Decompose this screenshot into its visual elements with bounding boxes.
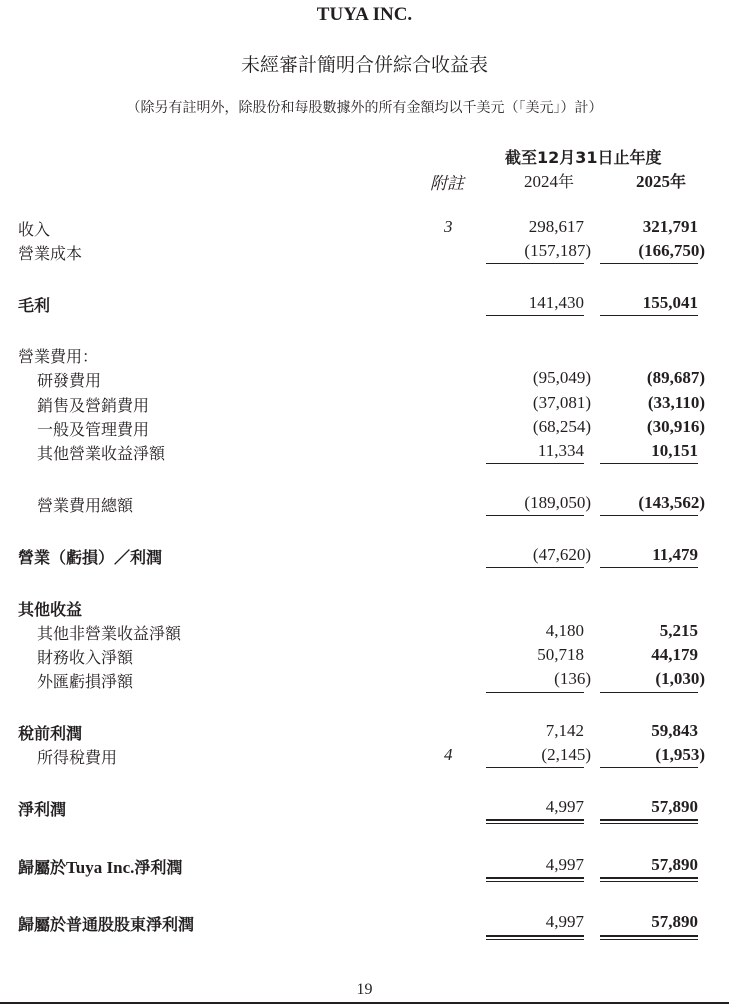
page-bottom-rule bbox=[0, 1002, 729, 1004]
label-suffix: 淨利潤 bbox=[134, 858, 183, 877]
statement-title: 未經審計簡明合併綜合收益表 bbox=[240, 54, 488, 76]
row-2025-total-operating-expenses: (143,562) bbox=[638, 493, 705, 512]
row-label-cost-of-revenue: 營業成本 bbox=[18, 244, 83, 263]
subtotal-rule bbox=[486, 692, 584, 693]
row-2025-net-profit-attributable-tuya: 57,890 bbox=[651, 855, 698, 874]
row-2025-rnd: (89,687) bbox=[646, 368, 705, 387]
year-2025-value: 2025 bbox=[636, 172, 670, 191]
row-2025-fx-loss: (1,030) bbox=[655, 669, 705, 688]
row-label-fx-loss: 外匯虧損淨額 bbox=[37, 672, 134, 691]
row-note-revenue: 3 bbox=[444, 217, 453, 236]
row-2024-other-operating-income: 11,334 bbox=[537, 441, 584, 460]
row-2025-other-non-operating-income: 5,215 bbox=[659, 621, 698, 640]
row-2025-revenue: 321,791 bbox=[642, 217, 698, 236]
subtotal-rule bbox=[600, 263, 698, 264]
row-2025-general-admin: (30,916) bbox=[646, 417, 705, 436]
row-label-revenue: 收入 bbox=[18, 220, 51, 239]
row-2024-net-profit: 4,997 bbox=[545, 797, 584, 816]
statement-subtitle: （除另有註明外，除股份和每股數據外的所有金額均以千美元（「美元」）計） bbox=[126, 100, 603, 116]
subtotal-rule bbox=[600, 767, 698, 768]
year-suffix: 年 bbox=[670, 172, 687, 191]
label-company-name: Tuya Inc. bbox=[66, 858, 135, 877]
year-suffix: 年 bbox=[558, 172, 575, 191]
row-2025-gross-profit: 155,041 bbox=[642, 293, 698, 312]
row-2024-rnd: (95,049) bbox=[532, 368, 591, 387]
total-double-rule bbox=[486, 877, 584, 882]
subtotal-rule bbox=[486, 315, 584, 316]
row-label-net-profit-attributable-ordinary: 歸屬於普通股股東淨利潤 bbox=[18, 915, 195, 934]
subtotal-rule bbox=[486, 515, 584, 516]
subtotal-rule bbox=[486, 263, 584, 264]
total-double-rule bbox=[486, 819, 584, 824]
row-2024-income-tax: (2,145) bbox=[541, 745, 591, 764]
year-2024-header bbox=[524, 169, 574, 192]
row-label-operating-expenses: 營業費用： bbox=[18, 347, 99, 366]
row-label-sales-marketing: 銷售及營銷費用 bbox=[37, 396, 150, 415]
row-2024-net-profit-attributable-ordinary: 4,997 bbox=[545, 912, 584, 931]
row-label-general-admin: 一般及管理費用 bbox=[37, 420, 150, 439]
year-2024-value: 2024 bbox=[524, 172, 558, 191]
row-2025-net-profit: 57,890 bbox=[651, 797, 698, 816]
row-2025-other-operating-income: 10,151 bbox=[651, 441, 698, 460]
row-note-income-tax: 4 bbox=[444, 745, 453, 764]
row-2024-general-admin: (68,254) bbox=[532, 417, 591, 436]
row-label-other-non-operating-income: 其他非營業收益淨額 bbox=[37, 624, 182, 643]
row-label-net-profit-attributable-tuya bbox=[18, 855, 182, 878]
company-name: TUYA INC. bbox=[316, 4, 413, 25]
row-2024-other-non-operating-income: 4,180 bbox=[545, 621, 584, 640]
subtotal-rule bbox=[486, 567, 584, 568]
row-label-income-tax: 所得稅費用 bbox=[37, 748, 118, 767]
row-label-other-income: 其他收益 bbox=[18, 600, 83, 619]
subtotal-rule bbox=[600, 515, 698, 516]
row-2024-profit-before-tax: 7,142 bbox=[545, 721, 584, 740]
row-2024-revenue: 298,617 bbox=[528, 217, 584, 236]
total-double-rule bbox=[486, 935, 584, 940]
row-2025-operating-profit-loss: 11,479 bbox=[652, 545, 698, 564]
row-2025-net-profit-attributable-ordinary: 57,890 bbox=[651, 912, 698, 931]
year-2025-header bbox=[636, 169, 686, 192]
row-2025-cost-of-revenue: (166,750) bbox=[638, 241, 705, 260]
total-double-rule bbox=[600, 935, 698, 940]
note-column-header: 附註 bbox=[430, 174, 464, 194]
row-2024-net-profit-attributable-tuya: 4,997 bbox=[545, 855, 584, 874]
row-label-finance-income: 財務收入淨額 bbox=[37, 648, 134, 667]
row-2024-total-operating-expenses: (189,050) bbox=[524, 493, 591, 512]
row-label-total-operating-expenses: 營業費用總額 bbox=[37, 496, 134, 515]
period-header: 截至12月31日止年度 bbox=[505, 148, 662, 167]
row-label-other-operating-income: 其他營業收益淨額 bbox=[37, 444, 166, 463]
row-2024-gross-profit: 141,430 bbox=[528, 293, 584, 312]
row-2025-finance-income: 44,179 bbox=[651, 645, 698, 664]
subtotal-rule bbox=[600, 315, 698, 316]
subtotal-rule bbox=[600, 463, 698, 464]
subtotal-rule bbox=[600, 567, 698, 568]
subtotal-rule bbox=[600, 692, 698, 693]
row-2025-profit-before-tax: 59,843 bbox=[651, 721, 698, 740]
row-label-profit-before-tax: 稅前利潤 bbox=[18, 724, 83, 743]
subtotal-rule bbox=[486, 463, 584, 464]
row-2025-sales-marketing: (33,110) bbox=[647, 393, 705, 412]
subtotal-rule bbox=[486, 767, 584, 768]
row-label-operating-profit-loss: 營業（虧損）／利潤 bbox=[18, 548, 163, 567]
row-label-rnd: 研發費用 bbox=[37, 371, 102, 390]
row-2024-finance-income: 50,718 bbox=[537, 645, 584, 664]
row-2024-fx-loss: (136) bbox=[554, 669, 591, 688]
total-double-rule bbox=[600, 819, 698, 824]
row-label-gross-profit: 毛利 bbox=[18, 296, 51, 315]
row-2024-operating-profit-loss: (47,620) bbox=[532, 545, 591, 564]
total-double-rule bbox=[600, 877, 698, 882]
row-2024-cost-of-revenue: (157,187) bbox=[524, 241, 591, 260]
label-prefix: 歸屬於 bbox=[18, 858, 67, 877]
page-number: 19 bbox=[356, 981, 373, 998]
row-label-net-profit: 淨利潤 bbox=[18, 800, 67, 819]
row-2025-income-tax: (1,953) bbox=[655, 745, 705, 764]
row-2024-sales-marketing: (37,081) bbox=[532, 393, 591, 412]
